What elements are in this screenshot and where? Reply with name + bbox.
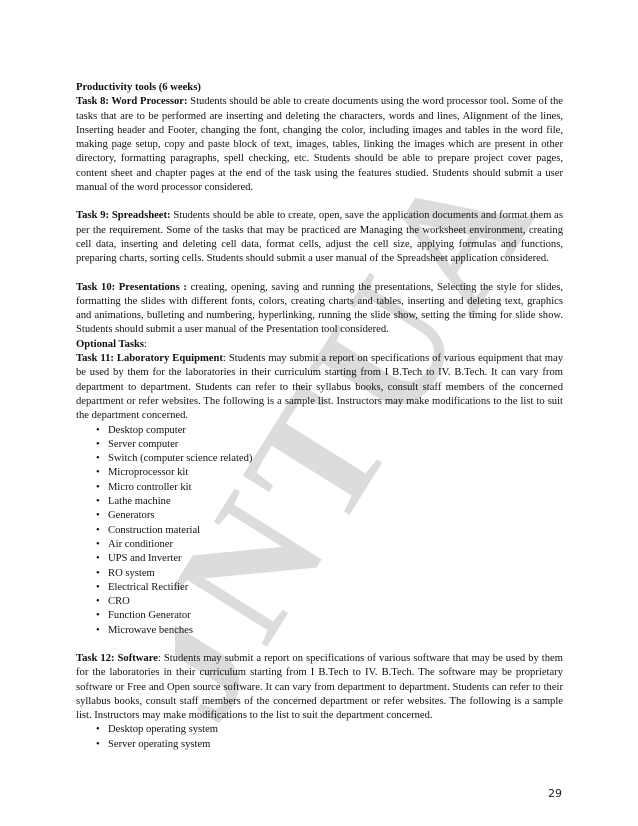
optional-tasks-suffix: : [144, 338, 147, 350]
list-item: • Electrical Rectifier [96, 581, 563, 595]
optional-tasks-heading [76, 338, 563, 352]
task-10-text: creating, opening, saving and running the presentations, Selecting the style for slides, formatting the slides with different fonts, colors, creating charts and tables, inserting and deleting text, graphics and animations, bulleting and numbering, hyperlinking, running the slide show, setting the timing for slide show. Students should submit a user manual of the Presentation tool considered. [76, 281, 563, 336]
spacer [76, 267, 563, 281]
watermark-text: JNTUA [175, 170, 574, 750]
task-10-label: Task 10: Presentations : [76, 281, 187, 293]
list-item: • UPS and Inverter [96, 552, 563, 566]
task-8-text: Students should be able to create documents using the word processor tool. Some of the tasks that are to be performed are inserting and deleting the characters, words and lines, Alignment of the lines, Inserting header and Footer, changing the font, changing the color, including images and tables in the word file, making page setup, copy and paste block of text, images, tables, linking the images which are present in other directory, formatting paragraphs, spell checking, etc. Students should be able to prepare project cover pages, content sheet and chapter pages at the end of the task using the features studied. Students should submit a user manual of the word processor considered. [76, 96, 564, 194]
document-body [76, 81, 563, 752]
list-item: • Server computer [96, 438, 563, 452]
spacer [76, 638, 563, 652]
list-item: • Generators [96, 509, 563, 523]
task-11-label: Task 11: Laboratory Equipment [76, 353, 223, 365]
list-item: • Lathe machine [96, 495, 563, 509]
list-item: • Air conditioner [96, 538, 563, 552]
section-heading: Productivity tools (6 weeks) [76, 82, 201, 93]
task-8-label: Task 8: Word Processor: [76, 96, 188, 108]
task-12-paragraph [76, 652, 563, 723]
task-9-label: Task 9: Spreadsheet: [76, 210, 171, 222]
list-item: • Micro controller kit [96, 481, 563, 495]
task-12-text: : Students may submit a report on specifications of various software that may be used by them for the laboratories in their curriculum starting from I B.Tech to IV. B.Tech. The software may be proprietary software or Free and Open source software. It can vary from department to department. Students can refer to their syllabus books, consult staff members of the concerned department or refer websites. The following is a sample list. Instructors may make modifications to the list to suit the department concerned. [76, 652, 563, 722]
task-10-paragraph [76, 281, 563, 338]
list-item: • CRO [96, 595, 563, 609]
list-item: • Desktop operating system [96, 723, 563, 737]
list-item: • Microwave benches [96, 624, 563, 638]
list-item: • Desktop computer [96, 424, 563, 438]
task-9-paragraph [76, 209, 563, 266]
equipment-list [76, 424, 563, 638]
task-8-paragraph [76, 95, 563, 195]
list-item: • Switch (computer science related) [96, 452, 563, 466]
list-item: • Server operating system [96, 738, 563, 752]
task-11-paragraph [76, 352, 563, 423]
list-item: • RO system [96, 567, 563, 581]
list-item: • Function Generator [96, 609, 563, 623]
list-item: • Construction material [96, 524, 563, 538]
list-item: • Microprocessor kit [96, 466, 563, 480]
software-list [76, 723, 563, 752]
task-12-label: Task 12: Software [76, 652, 158, 664]
task-11-text: : Students may submit a report on specifications of various equipment that may be used by them for the laboratories in their curriculum starting from I B.Tech to IV. B.Tech. It can vary from department to department. Students can refer to their syllabus books, consult staff members of the concerned department or refer websites. The following is a sample list. Instructors may make modifications to the list to suit the department concerned. [76, 353, 563, 422]
page-number: 29 [548, 787, 562, 800]
task-9-text: Students should be able to create, open, save the application documents and format them as per the requirement. Some of the tasks that may be practiced are Managing the worksheet environment, creating cell data, inserting and deleting cell data, format cells, adjust the cell size, applying formulas and functions, preparing charts, sorting cells. Students should submit a user manual of the Spreadsheet application considered. [76, 210, 564, 265]
spacer [76, 195, 563, 209]
optional-tasks-label: Optional Tasks [76, 338, 145, 350]
